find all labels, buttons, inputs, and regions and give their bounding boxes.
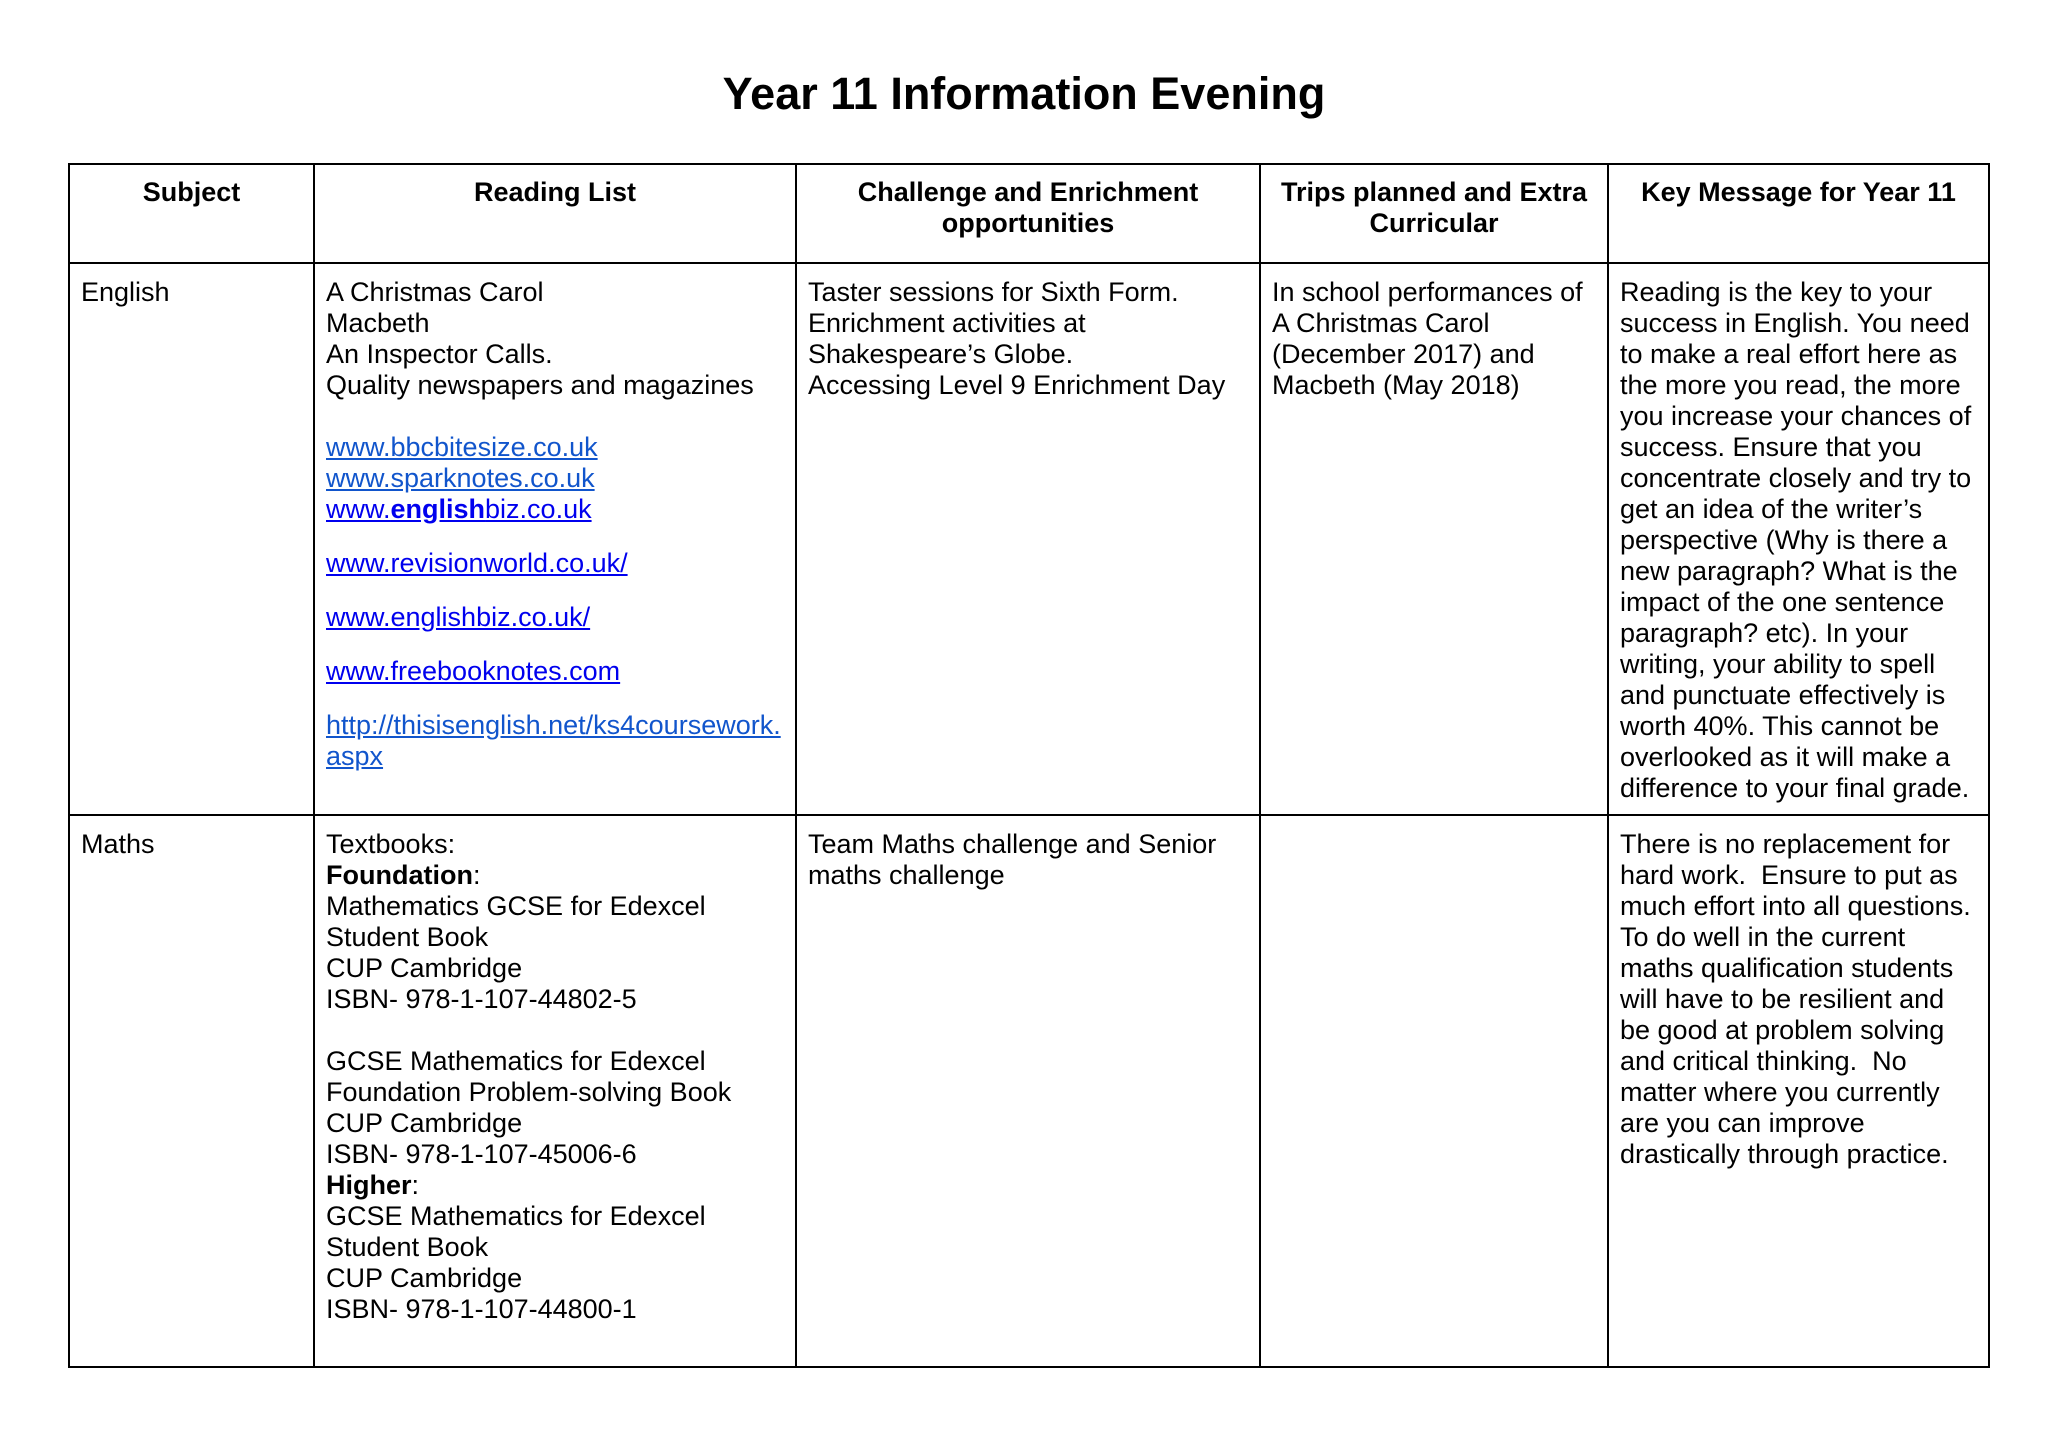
book-line: Foundation Problem-solving Book [326, 1077, 732, 1107]
book-line: Mathematics GCSE for Edexcel [326, 891, 706, 921]
challenge-cell-maths [796, 815, 1260, 1367]
document-title: Year 11 Information Evening [722, 68, 1326, 119]
key-message-line: difference to your final grade. [1620, 773, 1970, 803]
reading-list-cell-english [314, 263, 796, 815]
challenge-line: maths challenge [808, 860, 1005, 890]
key-message-line: the more you read, the more [1620, 370, 1961, 400]
key-message-line: drastically through practice. [1620, 1139, 1949, 1169]
key-message-line: new paragraph? What is the [1620, 556, 1958, 586]
foundation-heading [326, 860, 784, 891]
book-line: ISBN- 978-1-107-45006-6 [326, 1139, 637, 1169]
link-sparknotes[interactable]: www.sparknotes.co.uk [326, 463, 595, 493]
key-message-line: paragraph? etc). In your [1620, 618, 1909, 648]
key-message-line: hard work. Ensure to put as [1620, 860, 1958, 890]
subject-cell-maths [69, 815, 314, 1367]
key-message-cell-english [1608, 263, 1989, 815]
trips-line: Macbeth (May 2018) [1272, 370, 1520, 400]
challenge-line: Taster sessions for Sixth Form. [808, 277, 1179, 307]
textbooks-label: Textbooks: [326, 829, 456, 859]
book-line: ISBN- 978-1-107-44802-5 [326, 984, 637, 1014]
subject-english: English [81, 277, 170, 307]
link-englishbiz-bold: english [390, 494, 486, 524]
key-message-line: be good at problem solving [1620, 1015, 1945, 1045]
link-thisisenglish[interactable] [326, 710, 784, 772]
key-message-line: worth 40%. This cannot be [1620, 711, 1940, 741]
foundation-label: Foundation [326, 860, 473, 890]
reading-item: Quality newspapers and magazines [326, 370, 754, 400]
challenge-line: Team Maths challenge and Senior [808, 829, 1217, 859]
header-reading-list: Reading List [314, 164, 796, 263]
key-message-line: you increase your chances of [1620, 401, 1972, 431]
key-message-line: will have to be resilient and [1620, 984, 1945, 1014]
link-thisisenglish-line1: http://thisisenglish.net/ks4coursework. [326, 710, 781, 740]
challenge-line: Shakespeare’s Globe. [808, 339, 1074, 369]
key-message-line: impact of the one sentence [1620, 587, 1945, 617]
key-message-line: To do well in the current [1620, 922, 1906, 952]
book-line: Student Book [326, 1232, 489, 1262]
key-message-line: Reading is the key to your [1620, 277, 1933, 307]
trips-line: In school performances of [1272, 277, 1583, 307]
key-message-line: to make a real effort here as [1620, 339, 1958, 369]
book-line: CUP Cambridge [326, 1263, 523, 1293]
table-row-english [69, 263, 1989, 815]
challenge-line: Enrichment activities at [808, 308, 1086, 338]
foundation-colon: : [472, 860, 481, 890]
information-table [68, 163, 1990, 1368]
key-message-line: concentrate closely and try to [1620, 463, 1972, 493]
key-message-line: get an idea of the writer’s [1620, 494, 1923, 524]
higher-label: Higher [326, 1170, 412, 1200]
header-challenge-enrichment: Challenge and Enrichment opportunities [796, 164, 1260, 263]
header-row [69, 164, 1989, 263]
trips-line: A Christmas Carol [1272, 308, 1490, 338]
key-message-line: overlooked as it will make a [1620, 742, 1951, 772]
table-row-maths [69, 815, 1989, 1367]
link-englishbiz[interactable] [326, 494, 784, 525]
link-revisionworld[interactable]: www.revisionworld.co.uk/ [326, 548, 628, 578]
subject-cell-english [69, 263, 314, 815]
book-line: ISBN- 978-1-107-44800-1 [326, 1294, 637, 1324]
book-line: CUP Cambridge [326, 1108, 523, 1138]
reading-item: An Inspector Calls. [326, 339, 553, 369]
higher-colon: : [411, 1170, 420, 1200]
trips-cell-maths [1260, 815, 1608, 1367]
header-key-message: Key Message for Year 11 [1608, 164, 1989, 263]
header-subject: Subject [69, 164, 314, 263]
trips-cell-english [1260, 263, 1608, 815]
book-line: GCSE Mathematics for Edexcel [326, 1046, 706, 1076]
reading-item: A Christmas Carol [326, 277, 544, 307]
challenge-cell-english [796, 263, 1260, 815]
link-englishbiz-suffix: biz.co.uk [485, 494, 592, 524]
key-message-line: matter where you currently [1620, 1077, 1940, 1107]
book-line: GCSE Mathematics for Edexcel [326, 1201, 706, 1231]
key-message-line: success. Ensure that you [1620, 432, 1922, 462]
link-thisisenglish-line2: aspx [326, 741, 384, 771]
key-message-line: and punctuate effectively is [1620, 680, 1946, 710]
key-message-line: writing, your ability to spell [1620, 649, 1936, 679]
challenge-line: Accessing Level 9 Enrichment Day [808, 370, 1226, 400]
book-line: Student Book [326, 922, 489, 952]
link-englishbiz-2[interactable]: www.englishbiz.co.uk/ [326, 602, 591, 632]
key-message-line: success in English. You need [1620, 308, 1970, 338]
link-englishbiz-prefix: www. [326, 494, 391, 524]
reading-list-cell-maths [314, 815, 796, 1367]
link-bbcbitesize[interactable]: www.bbcbitesize.co.uk [326, 432, 598, 462]
key-message-line: There is no replacement for [1620, 829, 1951, 859]
higher-heading [326, 1170, 784, 1201]
key-message-line: are you can improve [1620, 1108, 1865, 1138]
link-freebooknotes[interactable]: www.freebooknotes.com [326, 656, 621, 686]
subject-maths: Maths [81, 829, 155, 859]
key-message-cell-maths [1608, 815, 1989, 1367]
key-message-line: maths qualification students [1620, 953, 1954, 983]
book-line: CUP Cambridge [326, 953, 523, 983]
trips-line: (December 2017) and [1272, 339, 1535, 369]
key-message-line: and critical thinking. No [1620, 1046, 1907, 1076]
key-message-line: much effort into all questions. [1620, 891, 1971, 921]
reading-item: Macbeth [326, 308, 430, 338]
header-trips-extra-curricular: Trips planned and Extra Curricular [1260, 164, 1608, 263]
key-message-line: perspective (Why is there a [1620, 525, 1948, 555]
